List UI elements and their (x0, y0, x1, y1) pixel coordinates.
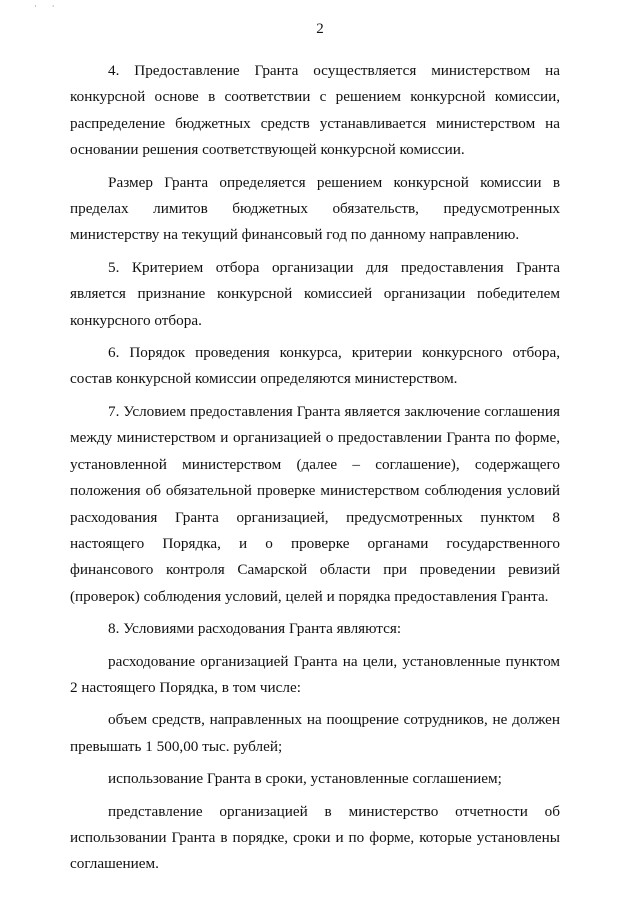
paragraph-item-8: 8. Условиями расходования Гранта являются: (108, 620, 402, 638)
paragraph-item-5: 5. Критерием отбора организации для предоставления Гранта является признание конкурсной комиссией организации победителем конкурсного отбора. (70, 258, 560, 329)
paragraph-grant-size: Размер Гранта определяется решением конкурсной комиссии в пределах лимитов бюджетных обязательств, предусмотренных министерству на текущий финансовый год по данному направлению. (70, 173, 560, 244)
paragraph-spending-purpose: расходование организацией Гранта на цели, установленные пунктом 2 настоящего Порядка, в том числе: (70, 652, 560, 696)
page-number: 2 (316, 21, 324, 37)
paragraph-employee-incentives: объем средств, направленных на поощрение сотрудников, не должен превышать 1 500,00 тыс. рублей; (70, 711, 560, 755)
paragraph-item-4: 4. Предоставление Гранта осуществляется министерством на конкурсной основе в соответствии с решением конкурсной комиссии, распределение бюджетных средств устанавливается министерством на основании решения соответствующей конкурсной комиссии. (70, 62, 560, 159)
scan-mark: · · (34, 2, 61, 12)
paragraph-usage-terms: использование Гранта в сроки, установленные соглашением; (108, 770, 502, 788)
document-body (70, 58, 560, 878)
paragraph-reporting: представление организацией в министерство отчетности об использовании Гранта в порядке, сроки и по форме, которые установлены соглашением. (70, 802, 560, 873)
paragraph-item-7: 7. Условием предоставления Гранта является заключение соглашения между министерством и организацией о предоставлении Гранта по форме, установленной министерством (далее – соглашение), содержащего положения об обязательной проверке министерством соблюдения условий расходования Гранта организацией, предусмотренных пунктом 8 настоящего Порядка, и о проверке органами государственного финансового контроля Самарской области при проведении ревизий (проверок) соблюдения условий, целей и порядка предоставления Гранта. (70, 402, 560, 605)
paragraph-item-6: 6. Порядок проведения конкурса, критерии конкурсного отбора, состав конкурсной комиссии определяются министерством. (70, 344, 560, 388)
